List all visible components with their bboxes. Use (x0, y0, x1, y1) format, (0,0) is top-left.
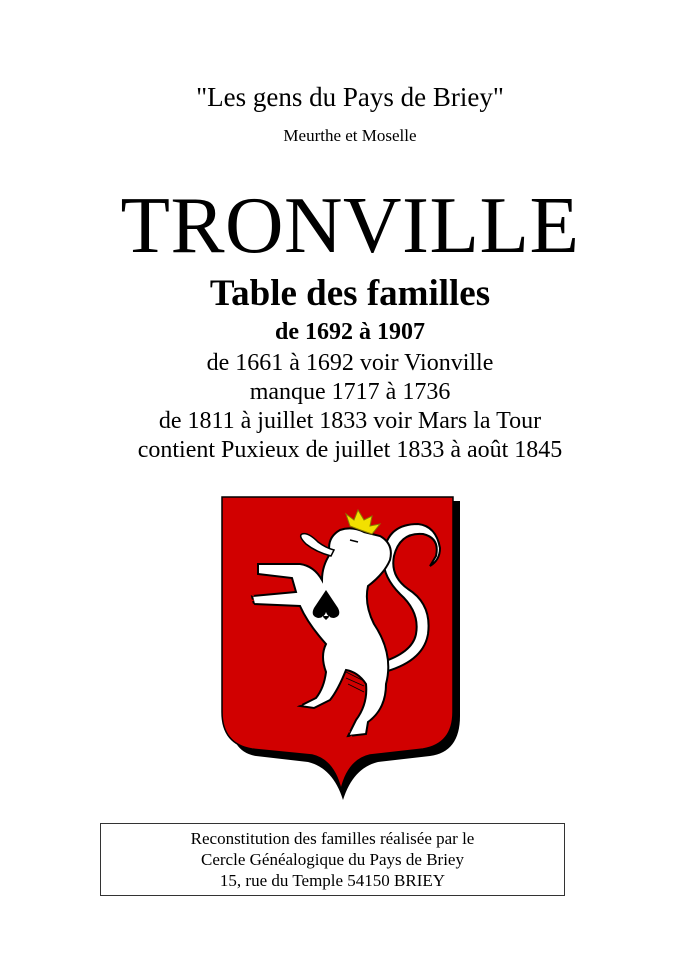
region-label: Meurthe et Moselle (283, 126, 417, 145)
credit-line: Cercle Généalogique du Pays de Briey (201, 850, 464, 869)
coverage-note: de 1661 à 1692 voir Vionville (206, 350, 494, 376)
coverage-note: contient Puxieux de juillet 1833 à août 1845 (137, 437, 563, 463)
table-title: Table des familles (209, 273, 491, 314)
coverage-note: manque 1717 à 1736 (249, 379, 451, 405)
credit-address: 15, rue du Temple 54150 BRIEY (219, 871, 446, 890)
credit-line: Reconstitution des familles réalisée par le (190, 829, 475, 848)
shield-rampant-lion-icon (218, 494, 468, 804)
coverage-note: de 1811 à juillet 1833 voir Mars la Tour (158, 408, 542, 434)
page-title: TRONVILLE (120, 180, 580, 270)
series-title: "Les gens du Pays de Briey" (196, 82, 504, 112)
credit-box (100, 823, 565, 896)
date-range: de 1692 à 1907 (275, 319, 425, 345)
